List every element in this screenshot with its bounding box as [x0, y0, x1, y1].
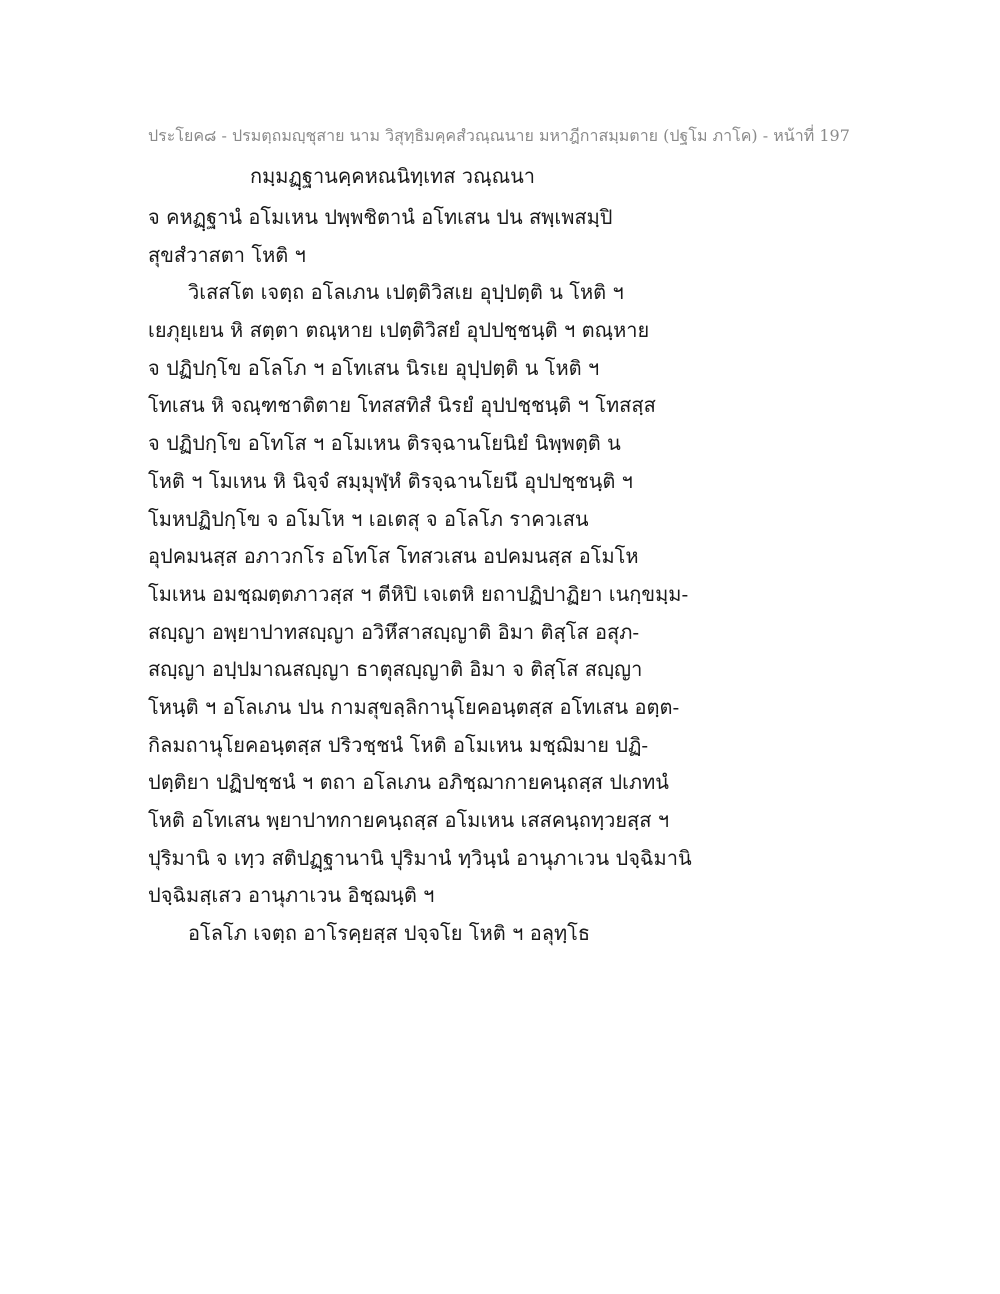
- text-line: จ ปฏิปกฺโข อโลโภ ฯ อโทเสน นิรเย อุปฺปตฺติ น โหติ ฯ: [148, 355, 600, 380]
- text-line: จ ปฏิปกฺโข อโทโส ฯ อโมเหน ติรจฺฉานโยนิยํ นิพฺพตฺติ น: [148, 431, 621, 456]
- text-line: ปตฺติยา ปฏิปชฺชนํ ฯ ตถา อโลเภน อภิชฺฌากายคนฺถสฺส ปเภทนํ: [148, 770, 669, 795]
- text-line: สุขสํวาสตา โหติ ฯ: [148, 242, 306, 267]
- text-line: อโลโภ เจตฺถ อาโรคฺยสฺส ปจฺจโย โหติ ฯ อลุทฺโธ: [188, 921, 591, 946]
- text-line: เยภุยฺเยน หิ สตฺตา ตณฺหาย เปตฺติวิสยํ อุปปชฺชนฺติ ฯ ตณฺหาย: [148, 318, 650, 343]
- text-line: สญฺญา อปฺปมาณสญฺญา ธาตุสญฺญาติ อิมา จ ติสฺโส สญฺญา: [148, 657, 643, 682]
- text-line: ปุริมานิ จ เทฺว สติปฏฺฐานานิ ปุริมานํ ทฺวินฺนํ อานุภาเวน ปจฺฉิมานิ: [148, 845, 692, 870]
- text-line: โมเหน อมชฺฌตฺตภาวสฺส ฯ ตีหิปิ เจเตหิ ยถาปฏิปาฏิยา เนกฺขมฺม-: [148, 581, 689, 606]
- text-line: โทเสน หิ จณฺฑชาติตาย โทสสทิสํ นิรยํ อุปปชฺชนฺติ ฯ โทสสฺส: [148, 393, 656, 418]
- text-line: กิลมถานุโยคอนฺตสฺส ปริวชฺชนํ โหติ อโมเหน มชฺฌิมาย ปฏิ-: [148, 732, 649, 757]
- section-heading: กมฺมฏฺฐานคฺคหณนิทฺเทส วณฺณนา: [250, 164, 536, 188]
- text-line: จ คหฏฺฐานํ อโมเหน ปพฺพชิตานํ อโทเสน ปน สพฺเพสมฺปิ: [148, 205, 613, 229]
- text-line: สญฺญา อพฺยาปาทสญฺญา อวิหึสาสญฺญาติ อิมา ติสฺโส อสุภ-: [148, 619, 640, 644]
- page-running-header: ประโยค๘ - ปรมตฺถมญฺชุสาย นาม วิสุทฺธิมคฺคสํวณฺณนาย มหาฎีกาสมฺมตาย (ปฐโม ภาโค) - หน้าที่ 197: [148, 126, 850, 145]
- text-line: โหติ อโทเสน พฺยาปาทกายคนฺถสฺส อโมเหน เสสคนฺถทฺวยสฺส ฯ: [148, 808, 670, 832]
- text-line: โหนฺติ ฯ อโลเภน ปน กามสุขลฺลิกานุโยคอนฺตสฺส อโทเสน อตฺต-: [148, 694, 680, 719]
- text-line: โหติ ฯ โมเหน หิ นิจฺจํ สมฺมุฬฺหํ ติรจฺฉานโยนึ อุปปชฺชนฺติ ฯ: [148, 468, 633, 493]
- text-line: วิเสสโต เจตฺถ อโลเภน เปตฺติวิสเย อุปฺปตฺติ น โหติ ฯ: [188, 280, 624, 305]
- body-text: [148, 199, 748, 953]
- text-line: อุปคมนสฺส อภาวกโร อโทโส โทสวเสน อปคมนสฺส อโมโห: [148, 544, 639, 569]
- text-line: โมหปฏิปกฺโข จ อโมโห ฯ เอเตสุ จ อโลโภ ราควเสน: [148, 506, 589, 531]
- text-line: ปจฺฉิมสฺเสว อานุภาเวน อิชฺฌนฺติ ฯ: [148, 883, 435, 908]
